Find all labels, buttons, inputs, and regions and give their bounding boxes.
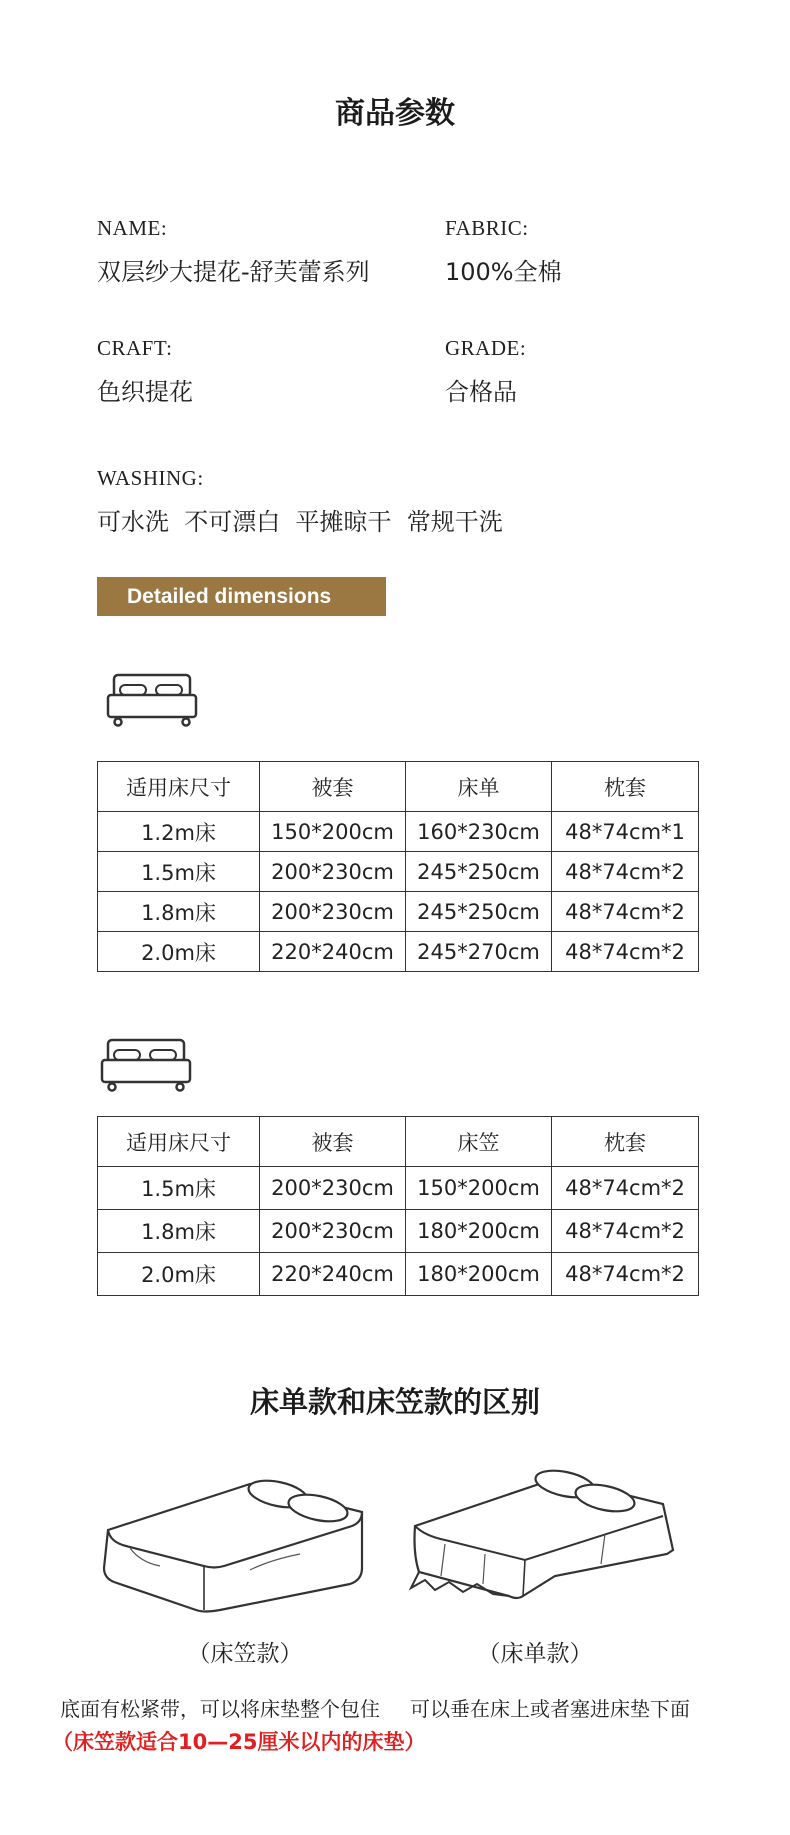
page-title: 商品参数 — [335, 96, 455, 131]
table-cell: 48*74cm*2 — [552, 852, 699, 892]
table-row — [98, 892, 699, 932]
table-cell: 200*230cm — [260, 1167, 406, 1210]
fitted-description: 底面有松紧带，可以将床垫整个包住 — [60, 1697, 380, 1721]
size-table-fitted-sheet — [97, 1116, 699, 1296]
double-bed-icon — [106, 672, 198, 728]
flat-description: 可以垂在床上或者塞进床垫下面 — [410, 1697, 690, 1721]
table-header-cell: 适用床尺寸 — [98, 1117, 260, 1167]
section-badge: Detailed dimensions — [97, 577, 386, 616]
table-header-row — [98, 1117, 699, 1167]
table-cell: 245*270cm — [406, 932, 552, 972]
table-header-cell: 适用床尺寸 — [98, 762, 260, 812]
grade-value: 合格品 — [445, 378, 517, 406]
craft-value: 色织提花 — [97, 378, 193, 406]
name-label: NAME: — [97, 216, 168, 240]
table-cell: 1.2m床 — [98, 812, 260, 852]
difference-title: 床单款和床笠款的区别 — [249, 1385, 540, 1419]
grade-label: GRADE: — [445, 336, 527, 360]
table-header-cell: 床笠 — [406, 1117, 552, 1167]
fabric-label: FABRIC: — [445, 216, 529, 240]
table-cell: 200*230cm — [260, 1210, 406, 1253]
fabric-value: 100%全棉 — [445, 258, 562, 286]
table-cell: 1.5m床 — [98, 852, 260, 892]
table-header-cell: 被套 — [260, 1117, 406, 1167]
table-cell: 150*200cm — [406, 1167, 552, 1210]
table-header-cell: 枕套 — [552, 1117, 699, 1167]
table-row — [98, 1253, 699, 1296]
table-cell: 200*230cm — [260, 892, 406, 932]
table-row — [98, 932, 699, 972]
table-row — [98, 812, 699, 852]
table-header-row — [98, 762, 699, 812]
table-cell: 220*240cm — [260, 932, 406, 972]
table-header-cell: 被套 — [260, 762, 406, 812]
table-row — [98, 852, 699, 892]
washing-value: 可水洗 不可漂白 平摊晾干 常规干洗 — [97, 508, 503, 536]
flat-sheet-bed-illustration — [405, 1464, 685, 1624]
table-row — [98, 1167, 699, 1210]
washing-label: WASHING: — [97, 466, 204, 490]
table-cell: 160*230cm — [406, 812, 552, 852]
table-cell: 245*250cm — [406, 892, 552, 932]
table-cell: 1.5m床 — [98, 1167, 260, 1210]
table-header-cell: 枕套 — [552, 762, 699, 812]
table-header-cell: 床单 — [406, 762, 552, 812]
table-cell: 1.8m床 — [98, 1210, 260, 1253]
table-cell: 2.0m床 — [98, 1253, 260, 1296]
name-value: 双层纱大提花-舒芙蕾系列 — [97, 258, 370, 286]
table-cell: 2.0m床 — [98, 932, 260, 972]
table-cell: 220*240cm — [260, 1253, 406, 1296]
table-cell: 150*200cm — [260, 812, 406, 852]
table-cell: 180*200cm — [406, 1253, 552, 1296]
fitted-note: （床笠款适合10—25厘米以内的床垫） — [52, 1730, 426, 1754]
table-cell: 48*74cm*2 — [552, 1210, 699, 1253]
fitted-sheet-bed-illustration — [100, 1470, 370, 1620]
craft-label: CRAFT: — [97, 336, 173, 360]
table-cell: 48*74cm*2 — [552, 932, 699, 972]
double-bed-icon — [100, 1037, 192, 1093]
table-cell: 245*250cm — [406, 852, 552, 892]
flat-caption: （床单款） — [477, 1641, 593, 1667]
fitted-caption: （床笠款） — [187, 1641, 303, 1667]
table-cell: 48*74cm*1 — [552, 812, 699, 852]
table-cell: 200*230cm — [260, 852, 406, 892]
table-cell: 1.8m床 — [98, 892, 260, 932]
size-table-flat-sheet — [97, 761, 699, 972]
table-cell: 48*74cm*2 — [552, 1167, 699, 1210]
table-cell: 48*74cm*2 — [552, 892, 699, 932]
table-cell: 180*200cm — [406, 1210, 552, 1253]
table-row — [98, 1210, 699, 1253]
table-cell: 48*74cm*2 — [552, 1253, 699, 1296]
